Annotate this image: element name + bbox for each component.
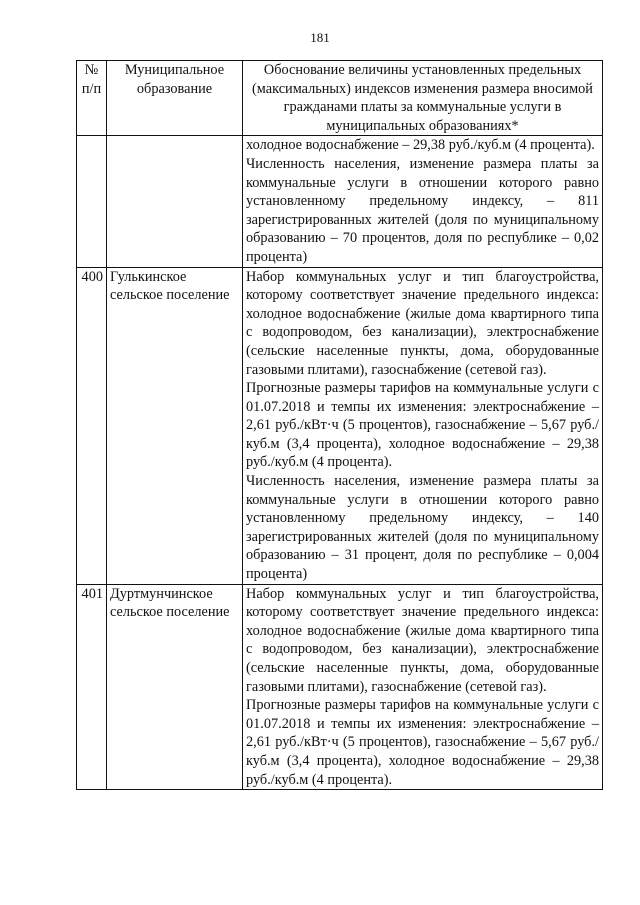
table-row	[77, 584, 603, 790]
table-row	[77, 267, 603, 584]
row-description	[243, 267, 603, 584]
row-municipality	[107, 136, 243, 267]
row-municipality: Гулькинское сельское поселение	[107, 267, 243, 584]
row-number	[77, 136, 107, 267]
table-row	[77, 136, 603, 267]
header-description: Обоснование величины установленных предельных (максимальных) индексов изменения размера вносимой гражданами платы за коммунальные услуги в муниципальных образованиях*	[243, 61, 603, 136]
header-row	[77, 61, 603, 136]
tariff-table	[76, 60, 603, 790]
page-number: 181	[310, 30, 330, 45]
row-municipality: Дуртмунчинское сельское поселение	[107, 584, 243, 790]
description-paragraph: Прогнозные размеры тарифов на коммунальные услуги с 01.07.2018 и темпы их изменения: электроснабжение – 2,61 руб./кВт·ч (5 процентов), газоснабжение – 5,67 руб./куб.м (3,4 процента), холодное водоснабжение – 29,38 руб./куб.м (4 процента).	[246, 697, 599, 788]
description-paragraph: Набор коммунальных услуг и тип благоустройства, которому соответствует значение предельного индекса: холодное водоснабжение (жилые дома квартирного типа с водопроводом, без канализации), электроснабжение (сельские населенные пункты, дома, оборудованные газовыми плитами), газоснабжение (сетевой газ).	[246, 268, 599, 378]
description-paragraph: Численность населения, изменение размера платы за коммунальные услуги в отношении которого равно установленному предельному индексу, – 811 зарегистрированных жителей (доля по муниципальному образованию – 70 процентов, доля по республике – 0,02 процента)	[246, 155, 599, 265]
row-description	[243, 584, 603, 790]
row-number: 401	[77, 584, 107, 790]
description-paragraph: Набор коммунальных услуг и тип благоустройства, которому соответствует значение предельного индекса: холодное водоснабжение (жилые дома квартирного типа с водопроводом, без канализации), электроснабжение (сельские населенные пункты, дома, оборудованные газовыми плитами), газоснабжение (сетевой газ).	[246, 585, 599, 695]
header-municipality: Муниципальное образование	[107, 61, 243, 136]
header-number: № п/п	[77, 61, 107, 136]
description-paragraph: Численность населения, изменение размера платы за коммунальные услуги в отношении которого равно установленному предельному индексу, – 140 зарегистрированных жителей (доля по муниципальному образованию – 31 процент, доля по республике – 0,004 процента)	[246, 473, 599, 583]
description-paragraph: Прогнозные размеры тарифов на коммунальные услуги с 01.07.2018 и темпы их изменения: электроснабжение – 2,61 руб./кВт·ч (5 процентов), газоснабжение – 5,67 руб./куб.м (3,4 процента), холодное водоснабжение – 29,38 руб./куб.м (4 процента).	[246, 380, 599, 471]
table-header	[77, 61, 603, 136]
description-paragraph: холодное водоснабжение – 29,38 руб./куб.м (4 процента).	[246, 137, 595, 154]
row-description	[243, 136, 603, 267]
row-number: 400	[77, 267, 107, 584]
table-body	[77, 136, 603, 790]
